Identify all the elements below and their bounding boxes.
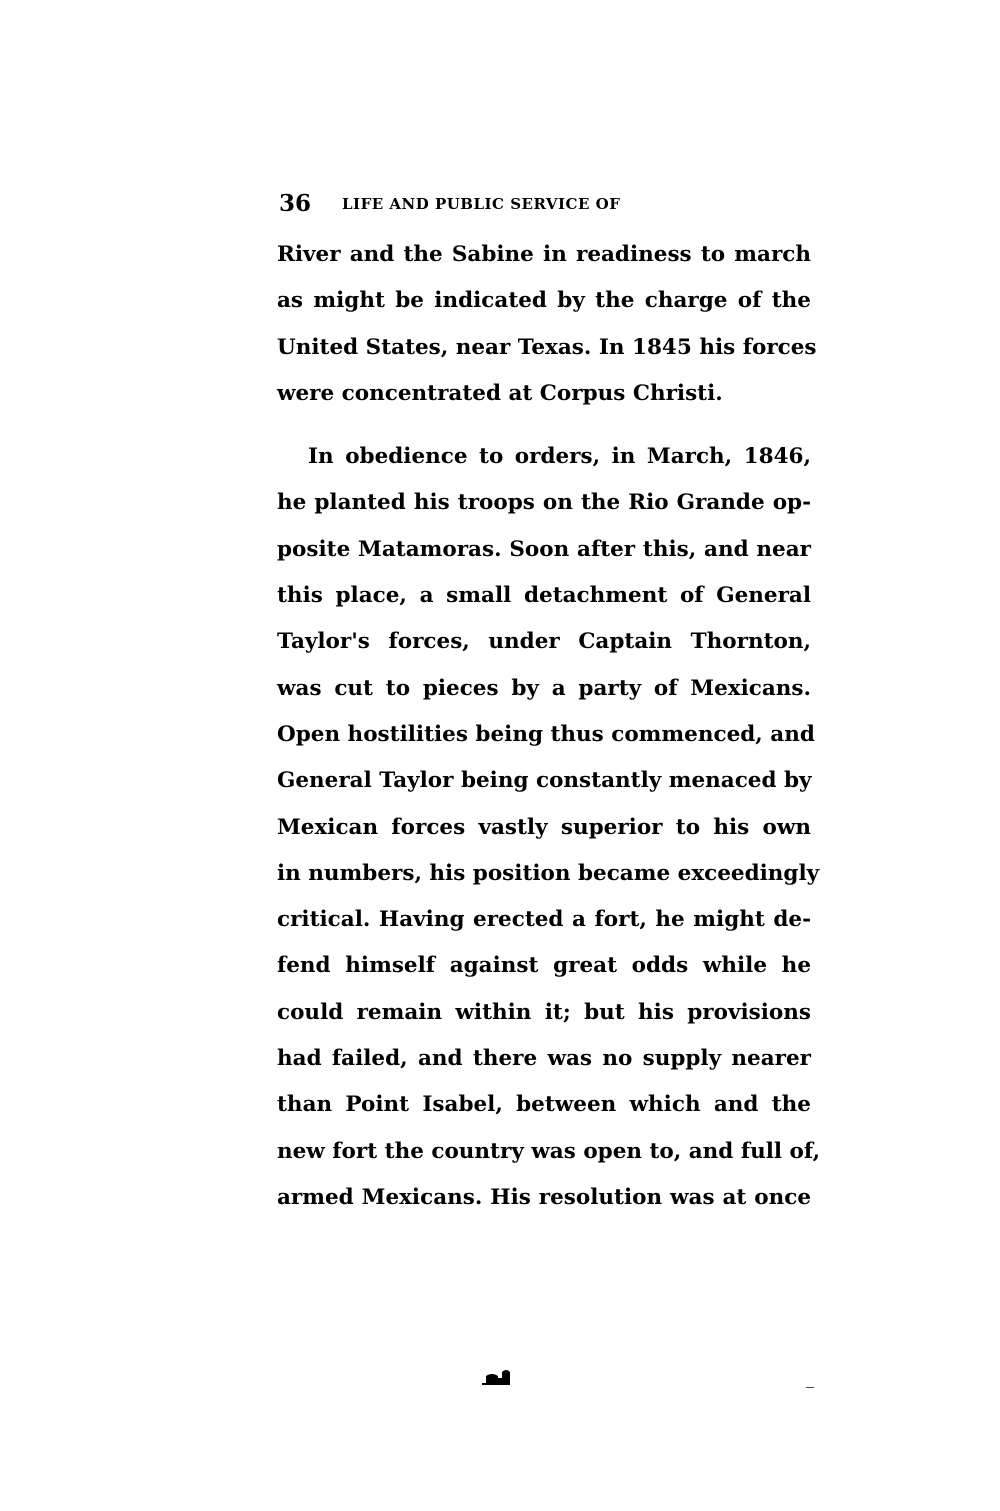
text-line: In obedience to orders, in March, 1846,	[308, 444, 811, 470]
text-line: critical. Having erected a fort, he might de-	[277, 907, 811, 933]
text-line: he planted his troops on the Rio Grande op-	[277, 490, 811, 516]
text-line: were concentrated at Corpus Christi.	[277, 380, 723, 406]
text-line: United States, near Texas. In 1845 his forces	[277, 334, 817, 360]
paragraph	[277, 442, 821, 1229]
running-title: LIFE AND PUBLIC SERVICE OF	[342, 195, 621, 213]
text-line: armed Mexicans. His resolution was at once	[277, 1184, 811, 1210]
scan-artifact-mark	[472, 1368, 527, 1386]
running-header	[279, 190, 749, 220]
text-line: could remain within it; but his provisions	[277, 999, 811, 1025]
text-line: was cut to pieces by a party of Mexicans.	[277, 675, 811, 701]
text-line: General Taylor being constantly menaced by	[277, 768, 812, 794]
text-line: posite Matamoras. Soon after this, and near	[277, 536, 811, 562]
page-number: 36	[279, 190, 312, 217]
page-body	[277, 240, 821, 1229]
text-line: Mexican forces vastly superior to his own	[277, 814, 811, 840]
text-line: in numbers, his position became exceedingly	[277, 860, 820, 886]
text-line: new fort the country was open to, and full of,	[277, 1138, 821, 1164]
paragraph	[277, 240, 817, 425]
text-line: Taylor's forces, under Captain Thornton,	[277, 629, 811, 655]
text-line: this place, a small detachment of General	[277, 583, 811, 609]
text-line: River and the Sabine in readiness to march	[277, 242, 811, 267]
scan-artifact-speck	[806, 1387, 814, 1392]
text-line: as might be indicated by the charge of the	[277, 288, 811, 314]
text-line: Open hostilities being thus commenced, and	[277, 721, 815, 747]
text-line: than Point Isabel, between which and the	[277, 1092, 811, 1118]
text-line: had failed, and there was no supply nearer	[277, 1046, 811, 1072]
text-line: fend himself against great odds while he	[277, 953, 811, 979]
